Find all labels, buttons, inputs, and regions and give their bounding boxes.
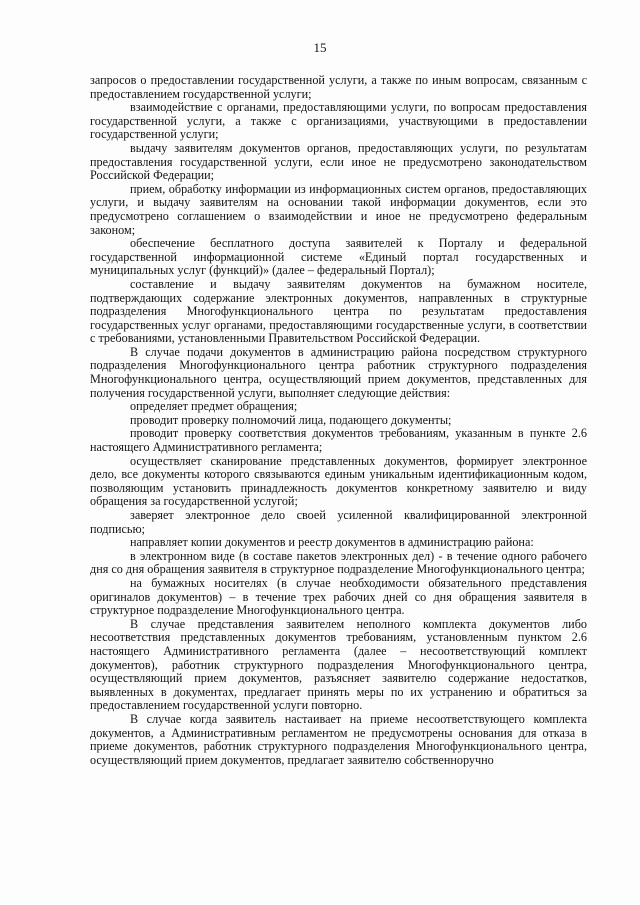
paragraph: В случае когда заявитель настаивает на приеме несоответствующего комплекта документов, а Административным регламентом не предусмотрены основания для отказа в приеме документов, работник структурного подразделения Многофункционального центра, осуществляющий прием документов, предлагает заявителю собственноручно [90, 711, 587, 767]
document-body [90, 74, 587, 767]
paragraph: В случае представления заявителем неполного комплекта документов либо несоответствия представленных документов требованиям, установленным пунктом 2.6 настоящего Административного регламента (далее – несоответствующий комплект документов), работник структурного подразделения Многофункционального центра, осуществляющий прием документов, разъясняет заявителю содержание недостатков, выявленных в документах, предлагает принять меры по их устранению и обратиться за предоставлением государственной услуги повторно. [90, 616, 587, 713]
paragraph: В случае подачи документов в администрацию района посредством структурного подразделения Многофункционального центра работник структурного подразделения Многофункционального центра, осуществляющий прием документов, представленных для получения государственной услуги, выполняет следующие действия: [90, 344, 587, 400]
paragraph: заверяет электронное дело своей усиленной квалифицированной электронной подписью; [90, 508, 587, 536]
paragraph: проводит проверку полномочий лица, подающего документы; [130, 412, 452, 427]
page-number: 15 [313, 40, 327, 55]
paragraph: взаимодействие с органами, предоставляющими услуги, по вопросам предоставления государственной услуги, а также с организациями, участвующими в предоставлении государственной услуги; [90, 100, 587, 142]
paragraph: запросов о предоставлении государственной услуги, а также по иным вопросам, связанным с предоставлением государственной услуги; [90, 73, 587, 101]
paragraph: осуществляет сканирование представленных документов, формирует электронное дело, все документы которого связываются единым уникальным идентификационным кодом, позволяющим установить принадлежность документов конкретному заявителю и виду обращения за государственной услугой; [90, 453, 587, 509]
paragraph: проводит проверку соответствия документов требованиям, указанным в пункте 2.6 настоящего Административного регламента; [90, 426, 587, 455]
paragraph: обеспечение бесплатного доступа заявителей к Порталу и федеральной государственной информационной системе «Единый портал государственных и муниципальных услуг (функций)» (далее – федеральный Портал); [90, 236, 587, 278]
paragraph: выдачу заявителям документов органов, предоставляющих услуги, по результатам предоставления государственной услуги, если иное не предусмотрено законодательством Российской Федерации; [90, 140, 587, 183]
paragraph: направляет копии документов и реестр документов в администрацию района: [130, 535, 534, 550]
paragraph: на бумажных носителях (в случае необходимости обязательного представления оригиналов документов) – в течение трех рабочих дней со дня обращения заявителя в структурное подразделение Многофункционального центра. [90, 575, 587, 618]
paragraph: определяет предмет обращения; [130, 399, 298, 414]
paragraph: составление и выдачу заявителям документов на бумажном носителе, подтверждающих содержание электронных документов, направленных в структурные подразделения Многофункционального центра по результатам предоставления государственных услуг органами, предоставляющими государственные услуги, в соответствии с требованиями, установленными Правительством Российской Федерации. [90, 276, 587, 346]
paragraph: в электронном виде (в составе пакетов электронных дел) - в течение одного рабочего дня со дня обращения заявителя в структурное подразделение Многофункционального центра; [90, 548, 587, 577]
paragraph: прием, обработку информации из информационных систем органов, предоставляющих услуги, и выдачу заявителям на основании такой информации документов, если это предусмотрено соглашением о взаимодействии и иное не предусмотрено федеральным законом; [90, 181, 587, 237]
